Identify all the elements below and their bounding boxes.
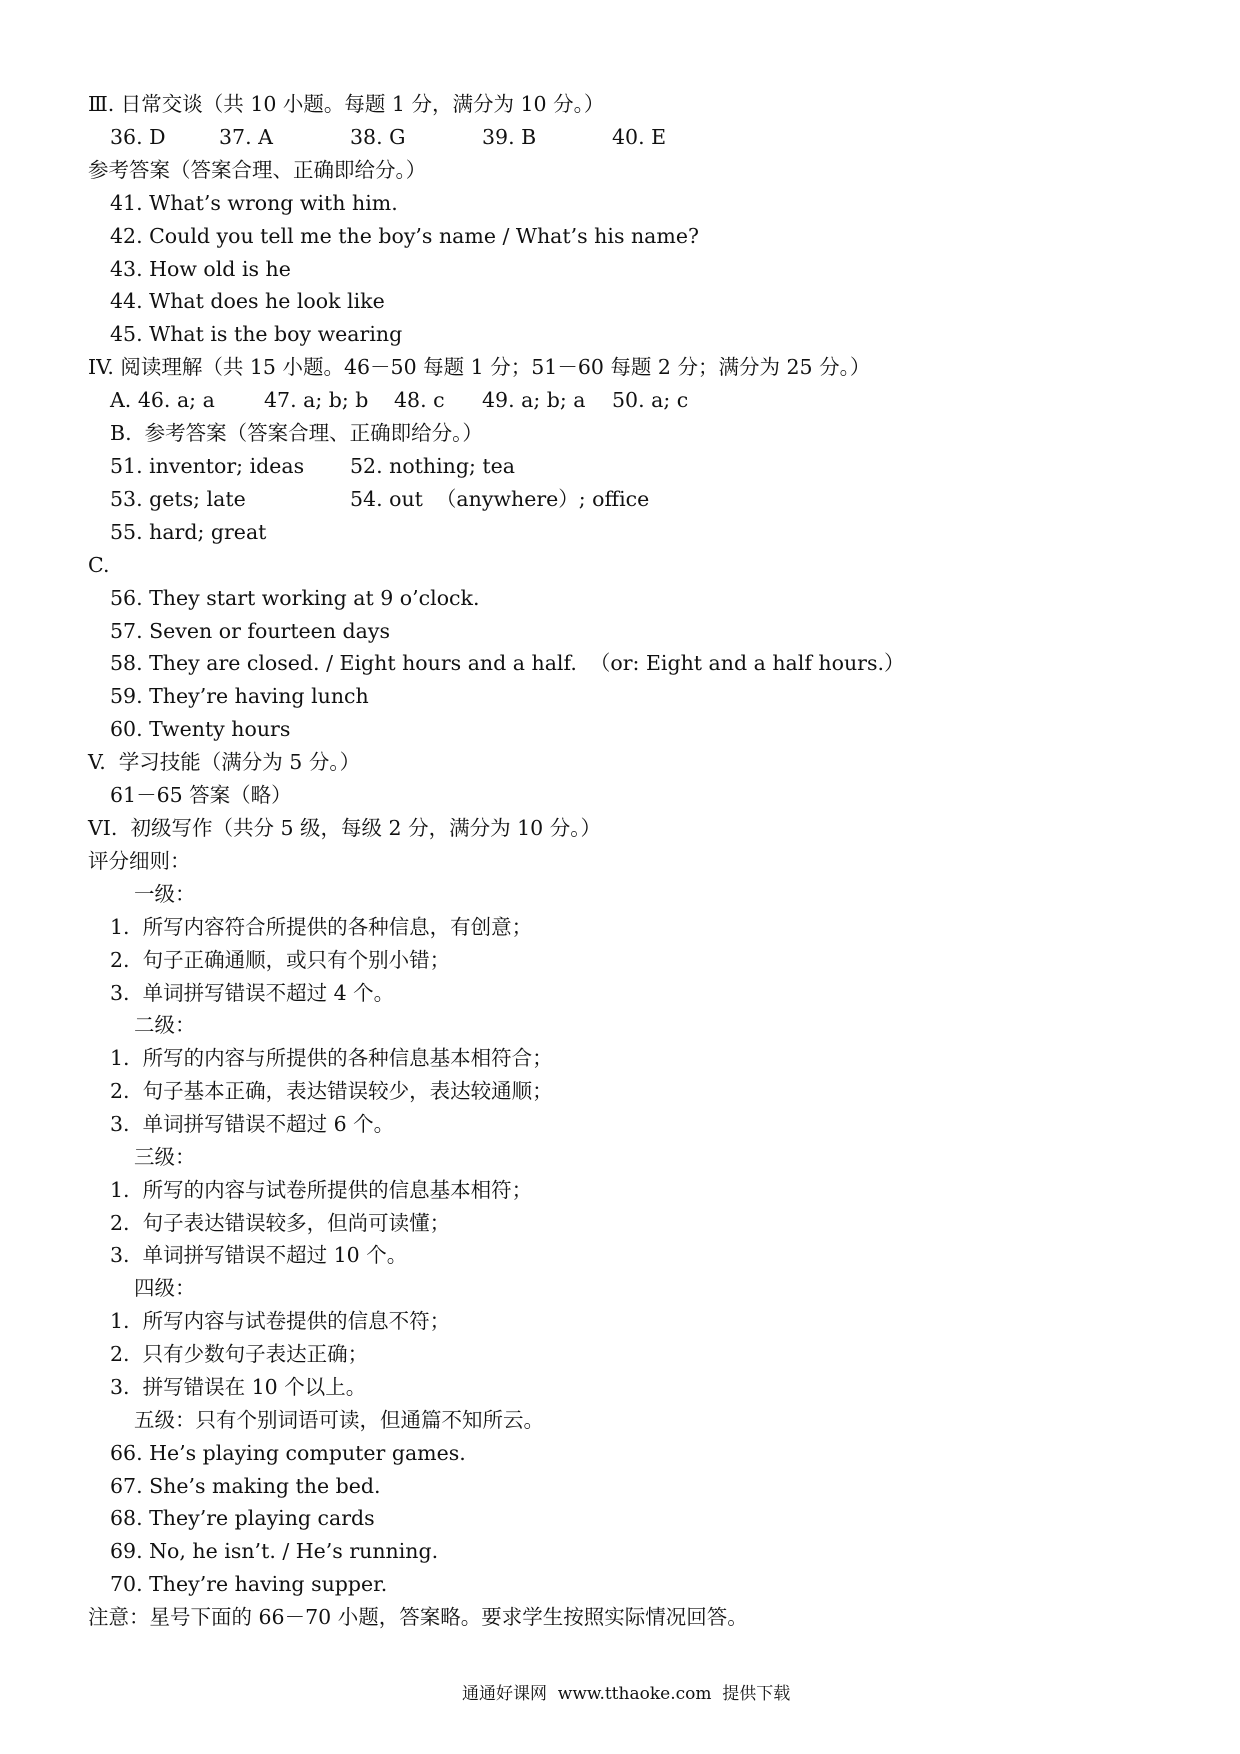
answer-52: 52. nothing; tea (350, 454, 516, 478)
answer-56: 56. They start working at 9 o’clock. (110, 586, 480, 610)
answer-43: 43. How old is he (110, 257, 291, 281)
answer-70: 70. They’re having supper. (110, 1572, 388, 1596)
answer-55: 55. hard; great (110, 520, 267, 544)
level-4-label: 四级： (134, 1276, 196, 1300)
answer-66: 66. He’s playing computer games. (110, 1441, 466, 1465)
level-3-label: 三级： (134, 1145, 196, 1169)
level-4-item-1: 1. 所写内容与试卷提供的信息不符； (110, 1309, 451, 1333)
answer-36: 36. D (110, 125, 166, 149)
note-text: 注意：星号下面的 66－70 小题，答案略。要求学生按照实际情况回答。 (88, 1605, 748, 1629)
answer-44: 44. What does he look like (110, 289, 385, 313)
level-4-item-3: 3. 拼写错误在 10 个以上。 (110, 1375, 367, 1399)
answer-37: 37. A (219, 125, 273, 149)
reference-answer-label: 参考答案（答案合理、正确即给分。） (88, 158, 427, 182)
answer-40: 40. E (612, 125, 667, 149)
scoring-rules-label: 评分细则： (88, 849, 191, 873)
section-3-heading: Ⅲ. 日常交谈（共 10 小题。每题 1 分，满分为 10 分。） (88, 92, 605, 116)
part-c-label: C. (88, 553, 110, 577)
answer-54: 54. out （anywhere）; office (350, 487, 650, 511)
level-1-item-3: 3. 单词拼写错误不超过 4 个。 (110, 981, 395, 1005)
answer-39: 39. B (482, 125, 537, 149)
answer-49: 49. a; b; a (482, 388, 586, 412)
section-6-heading: VI. 初级写作（共分 5 级，每级 2 分，满分为 10 分。） (88, 816, 601, 840)
level-2-item-2: 2. 句子基本正确，表达错误较少，表达较通顺； (110, 1079, 553, 1103)
level-3-item-3: 3. 单词拼写错误不超过 10 个。 (110, 1243, 408, 1267)
answer-57: 57. Seven or fourteen days (110, 619, 390, 643)
answer-48: 48. c (394, 388, 445, 412)
answer-58: 58. They are closed. / Eight hours and a half. （or: Eight and a half hours.） (110, 651, 905, 675)
answer-41: 41. What’s wrong with him. (110, 191, 398, 215)
answer-51: 51. inventor; ideas (110, 454, 305, 478)
level-3-item-1: 1. 所写的内容与试卷所提供的信息基本相符； (110, 1178, 533, 1202)
level-1-item-1: 1. 所写内容符合所提供的各种信息，有创意； (110, 915, 533, 939)
level-4-item-2: 2. 只有少数句子表达正确； (110, 1342, 369, 1366)
answer-42: 42. Could you tell me the boy’s name / What’s his name? (110, 224, 699, 248)
answer-67: 67. She’s making the bed. (110, 1474, 381, 1498)
footer-source: 通通好课网 www.tthaoke.com 提供下载 (462, 1684, 791, 1704)
answer-68: 68. They’re playing cards (110, 1506, 375, 1530)
level-2-item-1: 1. 所写的内容与所提供的各种信息基本相符合； (110, 1046, 553, 1070)
answer-50: 50. a; c (612, 388, 689, 412)
level-3-item-2: 2. 句子表达错误较多，但尚可读懂； (110, 1211, 451, 1235)
answer-60: 60. Twenty hours (110, 717, 291, 741)
answer-47: 47. a; b; b (264, 388, 369, 412)
part-b-reference-label: B. 参考答案（答案合理、正确即给分。） (110, 421, 483, 445)
answer-45: 45. What is the boy wearing (110, 322, 403, 346)
section-4-heading: IV. 阅读理解（共 15 小题。46－50 每题 1 分；51－60 每题 2 分；满分为 25 分。） (88, 355, 871, 379)
answer-59: 59. They’re having lunch (110, 684, 369, 708)
level-1-item-2: 2. 句子正确通顺，或只有个别小错； (110, 948, 451, 972)
level-5-label: 五级：只有个别词语可读，但通篇不知所云。 (134, 1408, 544, 1432)
answer-38: 38. G (350, 125, 406, 149)
level-1-label: 一级： (134, 882, 196, 906)
section-5-heading: V. 学习技能（满分为 5 分。） (88, 750, 361, 774)
answer-46: A. 46. a; a (110, 388, 215, 412)
level-2-item-3: 3. 单词拼写错误不超过 6 个。 (110, 1112, 395, 1136)
answer-53: 53. gets; late (110, 487, 246, 511)
answer-69: 69. No, he isn’t. / He’s running. (110, 1539, 439, 1563)
answer-61-65: 61－65 答案（略） (110, 783, 292, 807)
level-2-label: 二级： (134, 1013, 196, 1037)
